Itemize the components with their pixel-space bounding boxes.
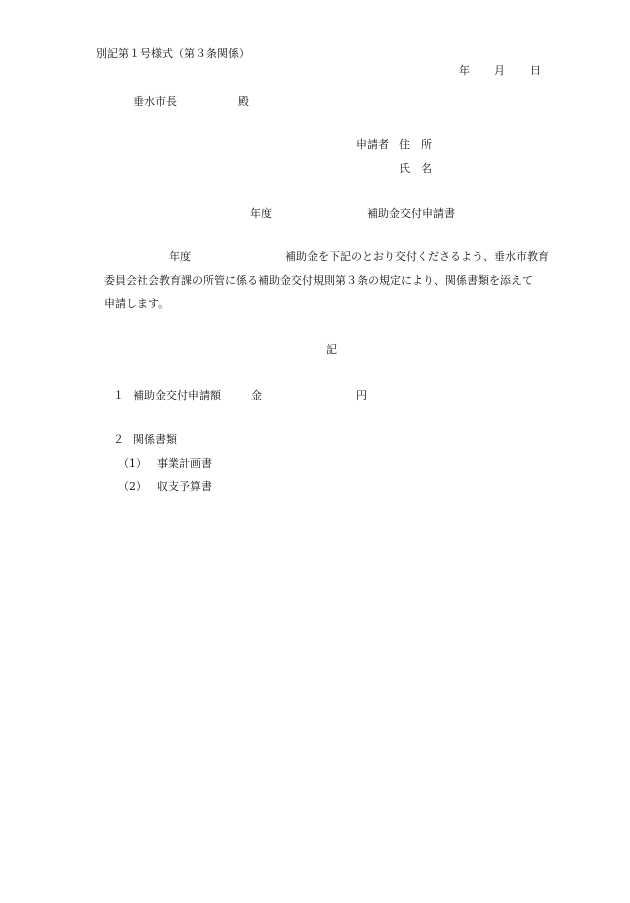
item2-number: ２ <box>113 433 124 446</box>
item1-amount-prefix: 金 <box>251 389 262 402</box>
addressee-name: 垂水市長 <box>133 95 177 108</box>
applicant-name-label: 氏 名 <box>399 162 432 175</box>
subitem-2-label: 収支予算書 <box>157 480 212 493</box>
body-line-2: 委員会社会教育課の所管に係る補助金交付規則第３条の規定により、関係書類を添えて <box>104 274 533 287</box>
item1-label: 補助金交付申請額 <box>133 389 221 402</box>
subitem-1-number: （1） <box>118 457 147 470</box>
date-month-label: 月 <box>494 64 505 77</box>
applicant-address-label: 住 所 <box>399 138 432 151</box>
item1-amount-suffix: 円 <box>356 389 367 402</box>
applicant-label: 申請者 <box>356 138 389 151</box>
date-year-label: 年 <box>459 64 470 77</box>
body-line-1: 補助金を下記のとおり交付くださるよう、垂水市教育 <box>285 250 549 263</box>
title-year-label: 年度 <box>250 207 272 220</box>
ki-heading: 記 <box>326 343 337 356</box>
subitem-1-label: 事業計画書 <box>157 457 212 470</box>
form-label: 別記第１号様式（第３条関係） <box>96 47 250 60</box>
body-year-label: 年度 <box>169 250 191 263</box>
item1-number: １ <box>113 389 124 402</box>
addressee-honorific: 殿 <box>238 95 249 108</box>
document-title: 補助金交付申請書 <box>367 207 455 220</box>
item2-label: 関係書類 <box>133 433 177 446</box>
subitem-2-number: （2） <box>118 480 147 493</box>
body-line-3: 申請します。 <box>104 297 170 310</box>
date-day-label: 日 <box>530 64 541 77</box>
